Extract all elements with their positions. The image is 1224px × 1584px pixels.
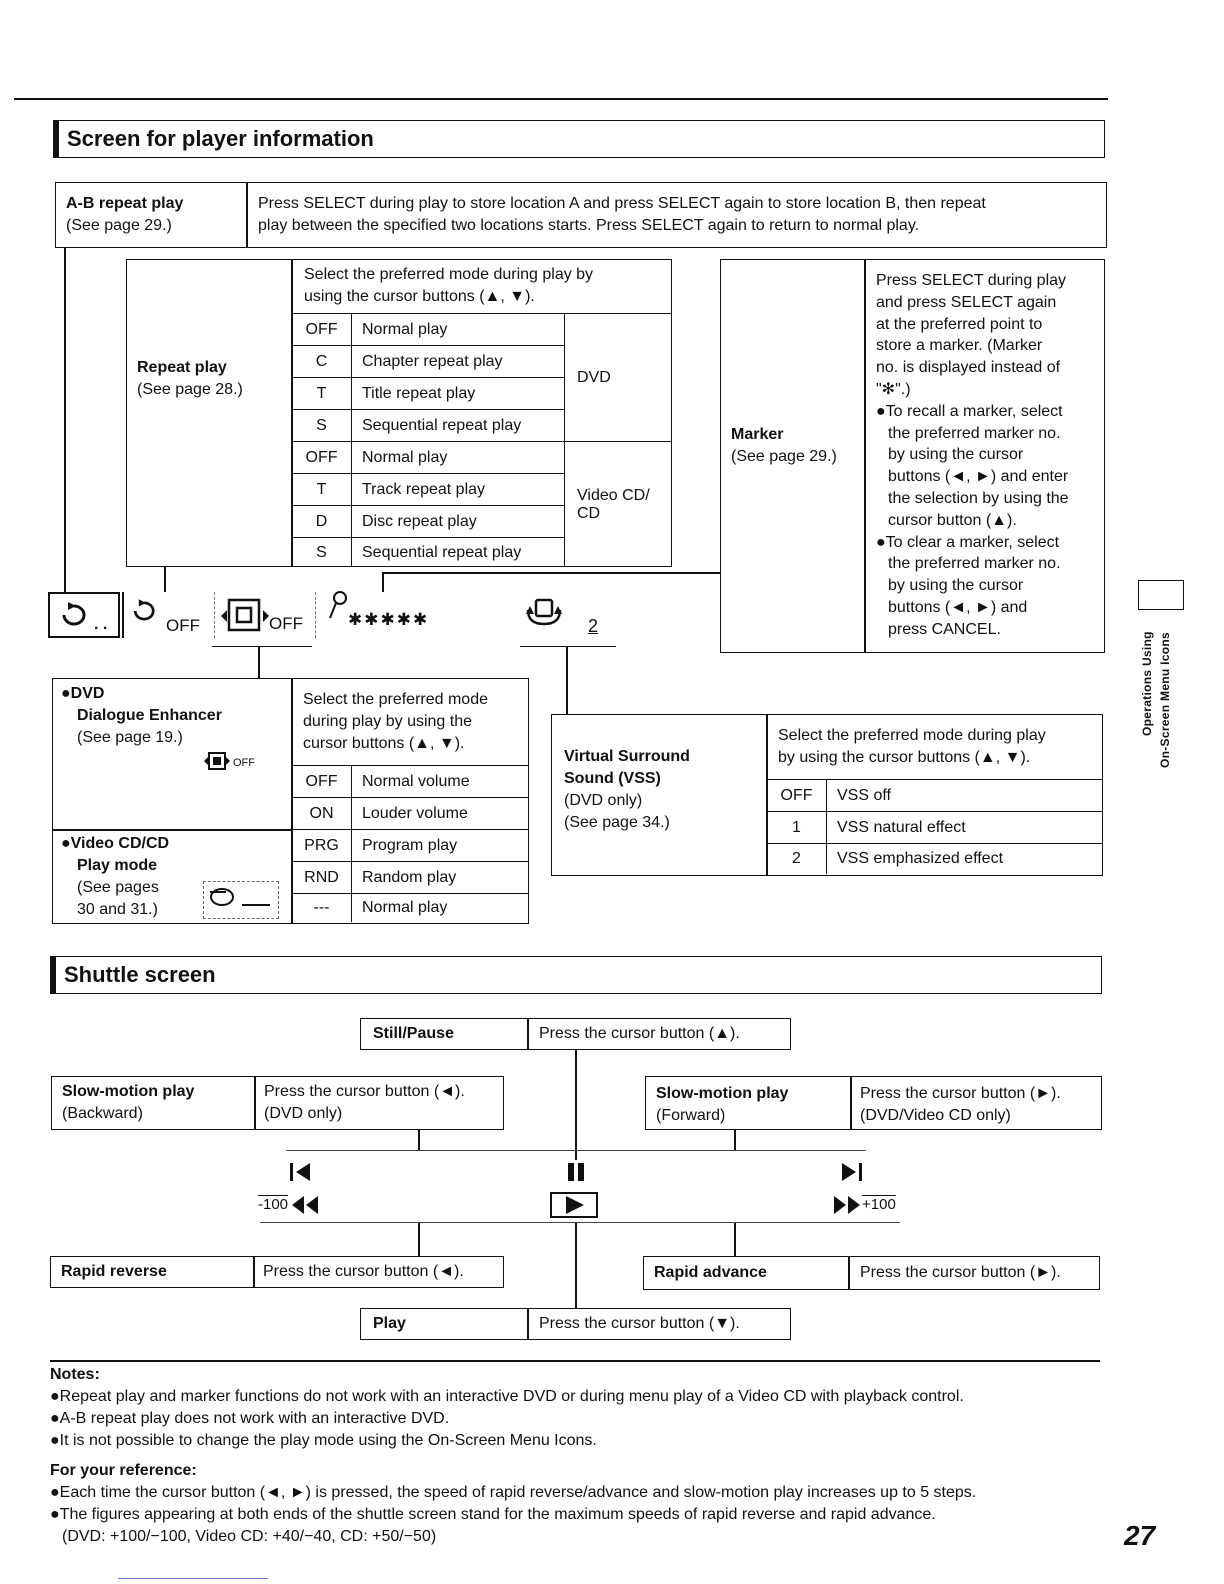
repeat-label: Disc repeat play xyxy=(352,506,565,538)
slow-fwd-name: Slow-motion play xyxy=(656,1085,789,1102)
vss-label: VSS off xyxy=(827,780,1102,812)
vss-ref: (See page 34.) xyxy=(564,814,670,831)
play-desc: Press the cursor button (▼). xyxy=(539,1315,740,1332)
note-item: ●Repeat play and marker functions do not work with an interactive DVD or during menu play of a Video CD with playback control. xyxy=(50,1388,964,1405)
repeat-code: C xyxy=(292,346,352,378)
repeat-play-ref: (See page 28.) xyxy=(137,381,243,398)
dialogue-name: Dialogue Enhancer xyxy=(77,707,222,724)
repeat-code: OFF xyxy=(292,314,352,346)
playmode-code: PRG xyxy=(292,830,352,862)
dialogue-intro-3: cursor buttons (▲, ▼). xyxy=(303,735,465,752)
playmode-code: RND xyxy=(292,862,352,894)
side-tab-box xyxy=(1138,580,1184,610)
repeat-label: Sequential repeat play xyxy=(352,538,565,567)
repeat-code: D xyxy=(292,506,352,538)
play-icon[interactable] xyxy=(550,1192,598,1218)
repeat-play-box xyxy=(126,259,672,567)
rapid-reverse-name: Rapid reverse xyxy=(61,1263,167,1280)
marker-description: Press SELECT during play and press SELECT again at the preferred point to store a marker. (Marker no. is displayed instead of "✻".) ●To recall a marker, select the preferred marker no. by using the cursor buttons (◄, ►) and enter the selection by using the cursor button (▲). ●To clear a marker, select the preferred marker no. by using the cursor buttons (◄, ►) and press CANCEL. xyxy=(876,272,1069,638)
ab-repeat-name: A-B repeat play xyxy=(66,195,184,212)
dialogue-intro-2: during play by using the xyxy=(303,713,472,730)
repeat-label: Chapter repeat play xyxy=(352,346,565,378)
repeat-play-name: Repeat play xyxy=(137,359,227,376)
repeat-code: S xyxy=(292,538,352,567)
repeat-label: Normal play xyxy=(352,314,565,346)
vss-note: (DVD only) xyxy=(564,792,643,809)
pause-icon[interactable] xyxy=(564,1160,588,1184)
side-label-1: Operations Using xyxy=(1140,631,1154,736)
slow-back-sub: (Backward) xyxy=(62,1105,143,1122)
repeat-label: Title repeat play xyxy=(352,378,565,410)
playmode-label: Random play xyxy=(352,862,528,894)
repeat-icon[interactable]: . . xyxy=(48,592,120,638)
repeat-off-icon[interactable]: OFF xyxy=(122,592,212,638)
dialogue-intro-1: Select the preferred mode xyxy=(303,691,488,708)
still-pause-box xyxy=(360,1018,791,1050)
notes-heading: Notes: xyxy=(50,1366,100,1383)
slow-fwd-desc-1: Press the cursor button (►). xyxy=(860,1085,1061,1102)
repeat-group-vcd: Video CD/ CD xyxy=(577,486,650,522)
dialogue-code: OFF xyxy=(292,766,352,798)
reference-item: (DVD: +100/−100, Video CD: +40/−40, CD: +50/−50) xyxy=(62,1528,437,1545)
dialogue-bullet: ●DVD xyxy=(61,685,105,702)
note-item: ●It is not possible to change the play mode using the On-Screen Menu Icons. xyxy=(50,1432,597,1449)
playmode-ref-2: 30 and 31.) xyxy=(77,901,158,918)
slow-fwd-desc-2: (DVD/Video CD only) xyxy=(860,1107,1011,1124)
repeat-group-dvd: DVD xyxy=(565,314,671,442)
slow-back-desc-1: Press the cursor button (◄). xyxy=(264,1083,465,1100)
marker-icon[interactable]: ✱✱✱✱✱ xyxy=(320,590,450,638)
vss-intro-1: Select the preferred mode during play xyxy=(778,727,1046,744)
repeat-play-intro-2: using the cursor buttons (▲, ▼). xyxy=(304,288,535,305)
marker-box xyxy=(720,259,1105,653)
reference-item: ●Each time the cursor button (◄, ►) is pressed, the speed of rapid reverse/advance and slow-motion play increases up to 5 steps. xyxy=(50,1484,977,1501)
dialogue-label: Louder volume xyxy=(352,798,528,830)
rapid-advance-icon[interactable]: +100 xyxy=(832,1192,904,1216)
still-pause-name: Still/Pause xyxy=(373,1025,454,1042)
slow-back-box xyxy=(51,1076,504,1130)
reference-item: ●The figures appearing at both ends of the shuttle screen stand for the maximum speeds of rapid reverse and rapid advance. xyxy=(50,1506,936,1523)
rapid-reverse-icon[interactable]: -100 xyxy=(258,1192,328,1216)
shuttle-bar xyxy=(256,1152,906,1222)
vss-box xyxy=(551,714,1103,876)
slow-back-desc-2: (DVD only) xyxy=(264,1105,343,1122)
section-title-player-info xyxy=(53,120,1105,158)
vss-name-1: Virtual Surround xyxy=(564,748,690,765)
repeat-code: T xyxy=(292,474,352,506)
vss-label: VSS natural effect xyxy=(827,812,1102,844)
dialogue-small-icon: OFF xyxy=(203,751,273,775)
vss-label: VSS emphasized effect xyxy=(837,850,1004,867)
section-title-shuttle-text: Shuttle screen xyxy=(64,962,216,987)
playmode-label: Normal play xyxy=(362,899,448,916)
page-number: 27 xyxy=(1124,1520,1156,1551)
repeat-code: OFF xyxy=(292,442,352,474)
repeat-label: Track repeat play xyxy=(352,474,565,506)
section-title-text: Screen for player information xyxy=(67,126,374,151)
vss-table xyxy=(766,779,1102,875)
ab-repeat-desc-line2: play between the specified two locations starts. Press SELECT again to return to normal play. xyxy=(258,217,920,234)
repeat-label: Sequential repeat play xyxy=(352,410,565,442)
dialogue-code: ON xyxy=(292,798,352,830)
ab-repeat-ref: (See page 29.) xyxy=(66,217,172,234)
section-title-shuttle xyxy=(50,956,1102,994)
rapid-reverse-box xyxy=(50,1256,504,1288)
slow-fwd-sub: (Forward) xyxy=(656,1107,726,1124)
vss-code: 1 xyxy=(767,812,827,844)
dialogue-label: Normal volume xyxy=(352,766,528,798)
marker-ref: (See page 29.) xyxy=(731,448,837,465)
rapid-advance-desc: Press the cursor button (►). xyxy=(860,1264,1061,1281)
playmode-ref-1: (See pages xyxy=(77,879,159,896)
repeat-play-intro-1: Select the preferred mode during play by xyxy=(304,266,594,283)
reference-heading: For your reference: xyxy=(50,1462,197,1479)
playmode-label: Program play xyxy=(352,830,528,862)
play-name: Play xyxy=(373,1315,406,1332)
playmode-code: --- xyxy=(292,894,352,922)
repeat-code: S xyxy=(292,410,352,442)
ab-repeat-box xyxy=(55,182,1107,248)
slow-fwd-box xyxy=(645,1076,1102,1130)
repeat-label: Normal play xyxy=(352,442,565,474)
notes-rule xyxy=(50,1360,1100,1362)
dialogue-table xyxy=(291,765,528,923)
dialogue-enhancer-icon[interactable]: OFF xyxy=(214,592,316,638)
top-rule xyxy=(14,98,1108,100)
play-mode-small-icon xyxy=(203,881,279,919)
vss-code: OFF xyxy=(767,780,827,812)
notes xyxy=(50,1364,1120,1548)
playmode-name: Play mode xyxy=(77,857,158,874)
ab-repeat-desc-line1: Press SELECT during play to store location A and press SELECT again to store location B, then repeat xyxy=(258,195,986,212)
on-screen-icon-bar xyxy=(48,590,628,642)
marker-name: Marker xyxy=(731,426,784,443)
still-pause-desc: Press the cursor button (▲). xyxy=(539,1025,740,1042)
dialogue-ref: (See page 19.) xyxy=(77,729,183,746)
playmode-bullet: ●Video CD/CD xyxy=(61,835,170,852)
rapid-advance-box xyxy=(643,1256,1100,1290)
slow-back-icon[interactable] xyxy=(286,1160,316,1184)
note-item: ●A-B repeat play does not work with an interactive DVD. xyxy=(50,1410,450,1427)
vss-name-2: Sound (VSS) xyxy=(564,770,661,787)
vss-intro-2: by using the cursor buttons (▲, ▼). xyxy=(778,749,1031,766)
play-box xyxy=(360,1308,791,1340)
rapid-reverse-desc: Press the cursor button (◄). xyxy=(263,1263,464,1280)
dialogue-playmode-box xyxy=(52,678,529,924)
vss-code: 2 xyxy=(767,844,827,874)
repeat-play-table xyxy=(291,313,671,567)
repeat-code: T xyxy=(292,378,352,410)
side-label-2: On-Screen Menu Icons xyxy=(1158,631,1172,768)
vss-icon[interactable]: 2 xyxy=(518,592,618,638)
rapid-advance-name: Rapid advance xyxy=(654,1264,767,1281)
slow-fwd-icon[interactable] xyxy=(836,1160,866,1184)
slow-back-name: Slow-motion play xyxy=(62,1083,195,1100)
